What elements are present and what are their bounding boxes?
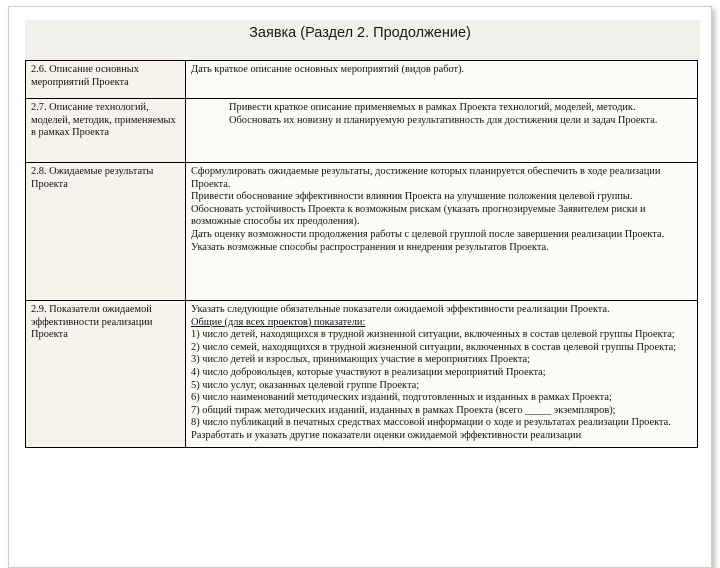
- content-paragraph: Дать краткое описание основных мероприятий (видов работ).: [191, 64, 465, 75]
- page-title: Заявка (Раздел 2. Продолжение): [249, 25, 471, 41]
- indicator-item: 5) число услуг, оказанных целевой группе Проекта;: [191, 379, 420, 391]
- content-paragraph: Сформулировать ожидаемые результаты, достижение которых планируется обеспечить в ходе реализации Проекта.: [191, 166, 661, 190]
- content-paragraph: Обосновать их новизну и планируемую результативность для достижения цели и задач Проекта.: [229, 114, 658, 126]
- table-row: [26, 99, 698, 163]
- content-paragraph: Обосновать устойчивость Проекта к возможным рискам (указать прогнозируемые Заявителем риски и возможные способы их преодоления).: [191, 203, 646, 228]
- content-paragraph: Указать следующие обязательные показатели ожидаемой эффективности реализации Проекта.: [191, 304, 610, 315]
- indicator-item: 6) число наименований методических изданий, подготовленных и изданных в рамках Проекта;: [191, 392, 612, 404]
- indicator-item: 3) число детей и взрослых, принимающих участие в мероприятиях Проекта;: [191, 354, 531, 366]
- content-paragraph: Дать оценку возможности продолжения работы с целевой группой после завершения реализации Проекта.: [191, 228, 665, 240]
- application-form-table: [25, 60, 698, 448]
- row-label: 2.6. Описание основных мероприятий Проекта: [26, 61, 186, 99]
- indicator-item: 2) число семей, находящихся в трудной жизненной ситуации, включенных в состав целевой группы Проекта;: [191, 341, 677, 353]
- table-row: [26, 61, 698, 99]
- indicator-item: 4) число добровольцев, которые участвуют в реализации мероприятий Проекта;: [191, 366, 546, 378]
- indicators-subheading: Общие (для всех проектов) показатели:: [191, 316, 366, 328]
- row-label: 2.7. Описание технологий, моделей, методик, применяемых в рамках Проекта: [26, 99, 186, 163]
- indicator-item: Разработать и указать другие показатели оценки ожидаемой эффективности реализации: [191, 429, 582, 441]
- indicator-item: 7) общий тираж методических изданий, изданных в рамках Проекта (всего _____ экземпляров);: [191, 404, 616, 416]
- content-paragraph: Указать возможные способы распространения и внедрения результатов Проекта.: [191, 241, 549, 253]
- row-label: 2.8. Ожидаемые результаты Проекта: [26, 163, 186, 301]
- table-row: [26, 301, 698, 448]
- table-row: [26, 163, 698, 301]
- indicator-item: 1) число детей, находящихся в трудной жизненной ситуации, включенных в состав целевой группы Проекта;: [191, 329, 675, 341]
- row-content: [186, 61, 698, 99]
- indicator-item: 8) число публикаций в печатных средствах массовой информации о ходе и результатах реализации Проекта.: [191, 417, 671, 429]
- row-content: [186, 163, 698, 301]
- row-label: 2.9. Показатели ожидаемой эффективности реализации Проекта: [26, 301, 186, 448]
- content-paragraph: Привести обоснование эффективности влияния Проекта на улучшение положения целевой группы.: [191, 191, 633, 203]
- row-content: [186, 301, 698, 448]
- content-paragraph: Привести краткое описание применяемых в рамках Проекта технологий, моделей, методик.: [229, 102, 636, 113]
- row-content: [186, 99, 698, 163]
